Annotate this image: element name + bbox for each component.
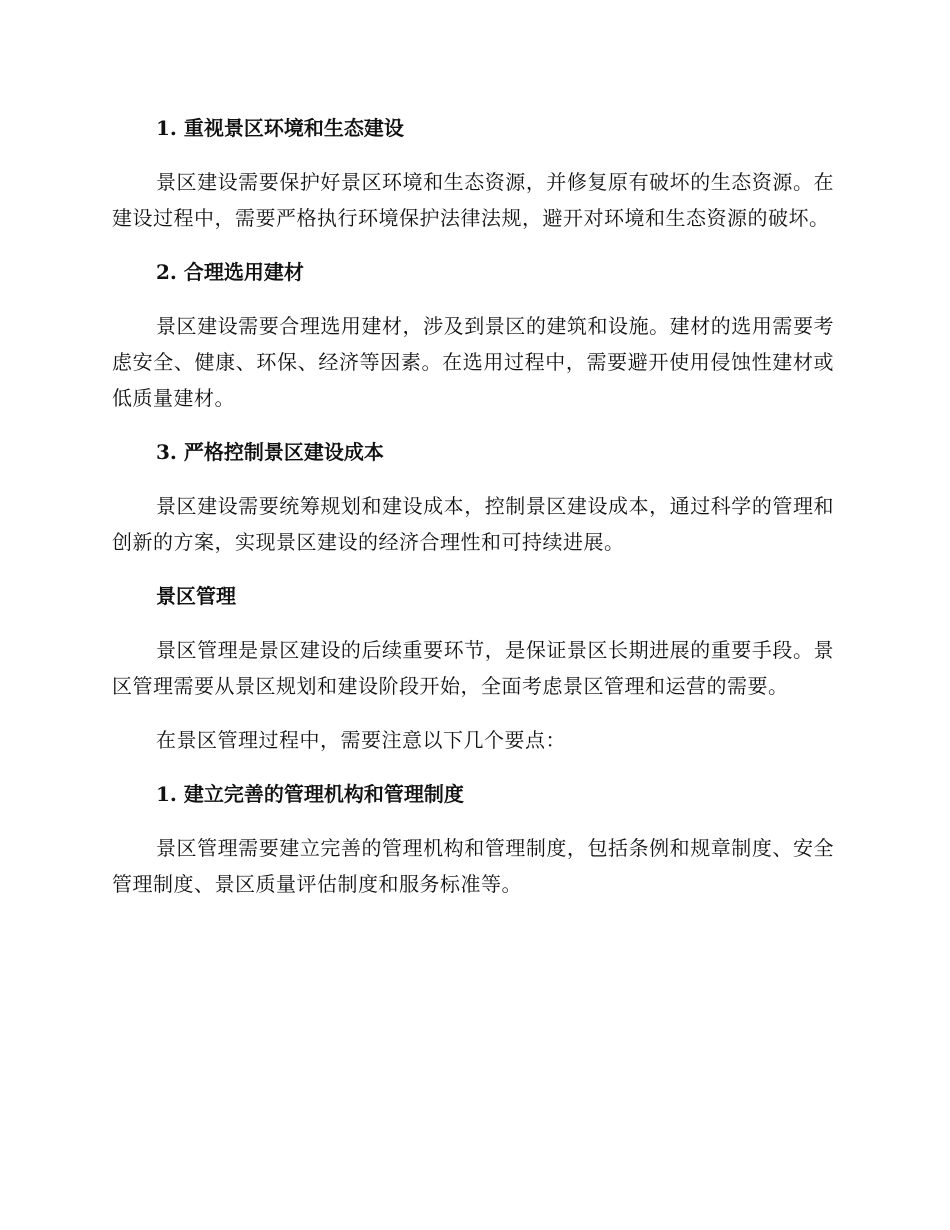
paragraph-institution: 景区管理需要建立完善的管理机构和管理制度，包括条例和规章制度、安全管理制度、景区质量评估制度和服务标准等。 [112, 836, 834, 896]
section-heading-environment: 1. 重视景区环境和生态建设 [156, 116, 404, 140]
paragraph-management-points: 在景区管理过程中，需要注意以下几个要点： [156, 728, 566, 752]
paragraph-materials: 景区建设需要合理选用建材，涉及到景区的建筑和设施。建材的选用需要考虑安全、健康、环保、经济等因素。在选用过程中，需要避开使用侵蚀性建材或低质量建材。 [112, 314, 834, 410]
section-heading-institution: 1. 建立完善的管理机构和管理制度 [156, 782, 464, 806]
section-heading-cost: 3. 严格控制景区建设成本 [156, 440, 384, 464]
paragraph-cost: 景区建设需要统筹规划和建设成本，控制景区建设成本，通过科学的管理和创新的方案，实现景区建设的经济合理性和可持续进展。 [112, 494, 834, 554]
paragraph-management-intro: 景区管理是景区建设的后续重要环节，是保证景区长期进展的重要手段。景区管理需要从景区规划和建设阶段开始，全面考虑景区管理和运营的需要。 [112, 638, 834, 698]
section-heading-materials: 2. 合理选用建材 [156, 260, 304, 284]
paragraph-environment: 景区建设需要保护好景区环境和生态资源，并修复原有破坏的生态资源。在建设过程中，需要严格执行环境保护法律法规，避开对环境和生态资源的破坏。 [112, 170, 834, 230]
document-body [112, 110, 834, 920]
section-heading-management: 景区管理 [156, 584, 236, 608]
